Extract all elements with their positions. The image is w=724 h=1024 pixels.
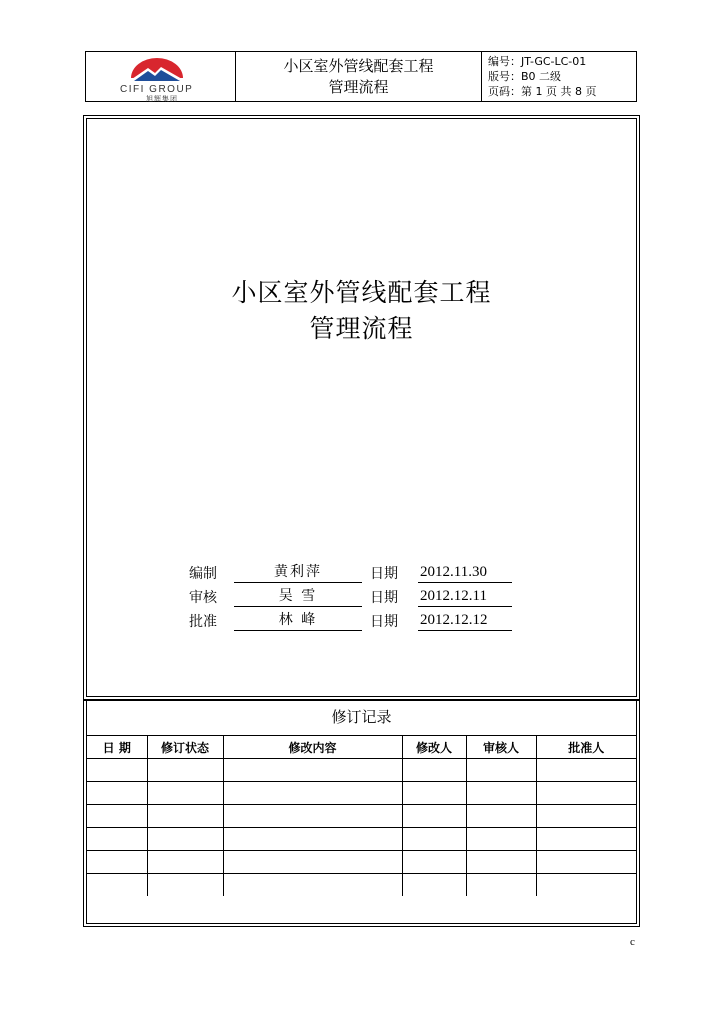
table-cell [402, 782, 466, 805]
signature-date: 2012.11.30 [418, 564, 512, 583]
date-label: 日期 [370, 614, 398, 630]
signature-date: 2012.12.12 [418, 612, 512, 631]
signature-date: 2012.12.11 [418, 588, 512, 607]
table-row [87, 805, 636, 828]
signature-row-prepared [189, 559, 512, 583]
table-cell [536, 851, 636, 874]
table-cell [147, 782, 223, 805]
column-header-status: 修订状态 [147, 736, 223, 759]
table-cell [536, 805, 636, 828]
signature-name: 林 峰 [234, 609, 362, 631]
column-header-date: 日 期 [87, 736, 147, 759]
table-cell [466, 828, 536, 851]
table-cell [223, 782, 402, 805]
logo-subtext: 旭辉集团 [146, 95, 178, 103]
table-cell [223, 874, 402, 897]
header-title-line2: 管理流程 [328, 77, 389, 96]
table-cell [87, 759, 147, 782]
table-header-row [87, 736, 636, 759]
table-cell [147, 759, 223, 782]
doc-code: 编号：JT-GC-LC-01 [488, 55, 587, 68]
table-cell [87, 851, 147, 874]
signature-row-approved [189, 607, 512, 631]
table-cell [87, 874, 147, 897]
header-title-line1: 小区室外管线配套工程 [283, 56, 434, 75]
column-header-approver: 批准人 [536, 736, 636, 759]
cover-box [83, 115, 640, 700]
table-cell [223, 759, 402, 782]
cover-inner-border [86, 118, 637, 697]
document-header [85, 51, 637, 102]
signature-row-reviewed [189, 583, 512, 607]
column-header-modifier: 修改人 [402, 736, 466, 759]
cifi-logo-icon [128, 56, 186, 84]
table-cell [147, 874, 223, 897]
company-logo [86, 52, 236, 101]
column-header-content: 修改内容 [223, 736, 402, 759]
table-cell [402, 759, 466, 782]
date-label: 日期 [370, 566, 398, 582]
cover-title-line2: 管理流程 [309, 314, 414, 343]
revision-title: 修订记录 [331, 708, 392, 726]
column-header-reviewer: 审核人 [466, 736, 536, 759]
revision-record [83, 700, 640, 927]
table-cell [87, 805, 147, 828]
table-cell [87, 782, 147, 805]
signature-role: 批准 [189, 614, 217, 630]
table-cell [536, 759, 636, 782]
table-cell [402, 851, 466, 874]
revision-table [87, 735, 636, 896]
table-row [87, 759, 636, 782]
table-cell [147, 805, 223, 828]
table-row [87, 782, 636, 805]
logo-text: CIFI GROUP [120, 84, 194, 95]
header-meta [482, 52, 636, 101]
table-cell [87, 828, 147, 851]
table-cell [223, 828, 402, 851]
table-cell [402, 874, 466, 897]
table-cell [536, 874, 636, 897]
table-cell [147, 851, 223, 874]
table-cell [147, 828, 223, 851]
table-cell [402, 805, 466, 828]
date-label: 日期 [370, 590, 398, 606]
table-cell [466, 874, 536, 897]
table-cell [466, 851, 536, 874]
table-row [87, 874, 636, 897]
table-cell [536, 782, 636, 805]
table-cell [536, 828, 636, 851]
doc-version: 版号：B0 二级 [488, 70, 562, 83]
cover-title-line1: 小区室外管线配套工程 [231, 278, 492, 307]
doc-page: 页码：第 1 页 共 8 页 [488, 85, 597, 98]
revision-inner-border [86, 701, 637, 924]
table-row [87, 851, 636, 874]
table-row [87, 828, 636, 851]
header-title [236, 52, 482, 101]
signature-role: 审核 [189, 590, 217, 606]
table-cell [223, 805, 402, 828]
table-cell [402, 828, 466, 851]
signature-name: 黄利萍 [234, 561, 362, 583]
table-cell [223, 851, 402, 874]
table-cell [466, 759, 536, 782]
signature-role: 编制 [189, 566, 217, 582]
footer-mark: c [630, 936, 635, 948]
table-cell [466, 782, 536, 805]
signature-name: 吴 雪 [234, 585, 362, 607]
table-cell [466, 805, 536, 828]
